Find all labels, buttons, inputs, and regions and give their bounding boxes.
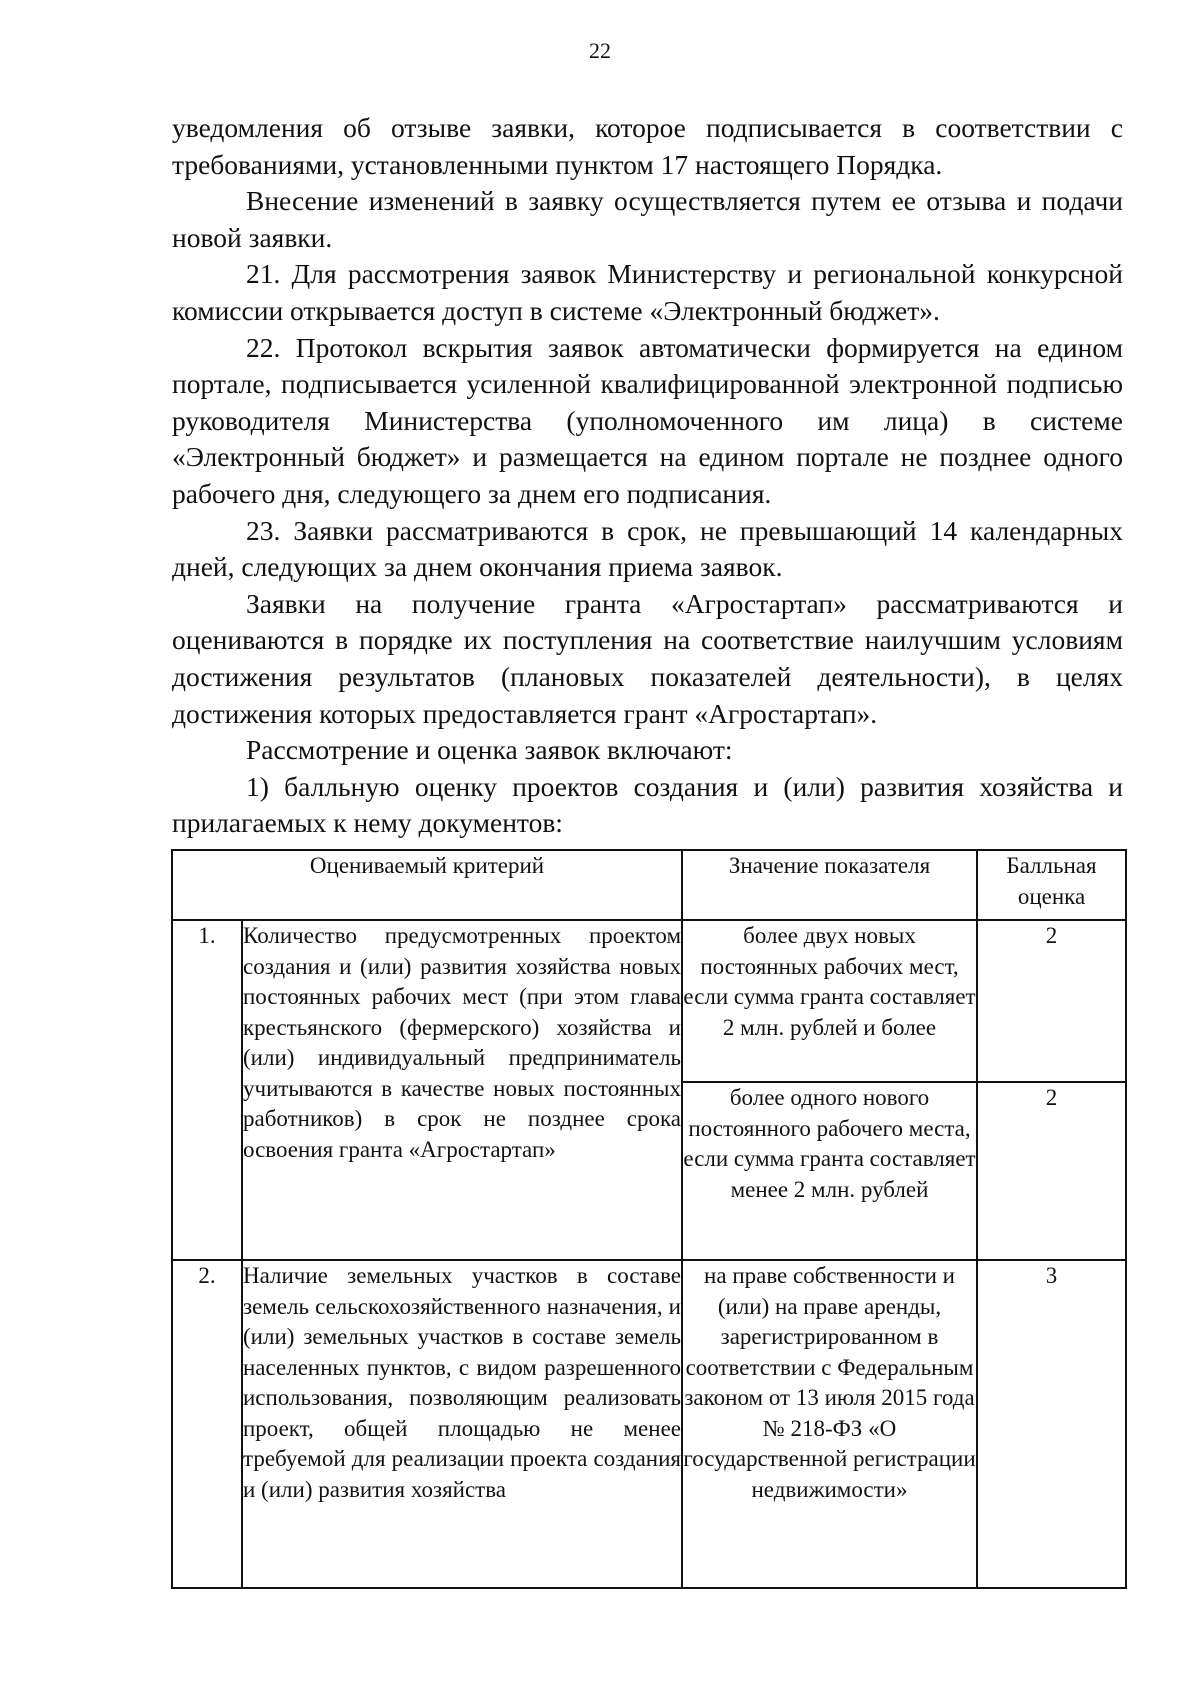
paragraph: 21. Для рассмотрения заявок Министерству и региональной конкурсной комиссии открывается доступ в системе «Электронный бюджет». — [172, 258, 1123, 326]
page-number: 22 — [589, 38, 611, 63]
table-row — [172, 920, 1126, 1082]
paragraph: Заявки на получение гранта «Агростартап» рассматриваются и оцениваются в порядке их поступления на соответствие наилучшим условиям достижения результатов (плановых показателей деятельности), в целях достижения которых предоставляется грант «Агростартап». — [172, 587, 1123, 729]
value-text: более одного нового постоянного рабочего места, если сумма гранта составляет менее 2 млн. рублей — [682, 1082, 977, 1260]
criteria-table — [171, 849, 1127, 1589]
table-row — [172, 1260, 1126, 1588]
header-criterion: Оцениваемый критерий — [172, 850, 682, 920]
paragraph: 23. Заявки рассматриваются в срок, не превышающий 14 календарных дней, следующих за днем окончания приема заявок. — [172, 514, 1123, 583]
score-value: 3 — [977, 1260, 1126, 1588]
paragraph: Внесение изменений в заявку осуществляется путем ее отзыва и подачи новой заявки. — [172, 185, 1123, 253]
criterion-text: Наличие земельных участков в составе земель сельскохозяйственного назначения, и (или) земельных участков в составе земель населенных пунктов, с видом разрешенного использования, позволяющим реализовать проект, общей площадью не менее требуемой для реализации проекта создания и (или) развития хозяйства — [242, 1260, 682, 1588]
table-header-row — [172, 850, 1126, 920]
paragraph: уведомления об отзыве заявки, которое подписывается в соответствии с требованиями, установленными пунктом 17 настоящего Порядка. — [172, 112, 1123, 180]
paragraph: 1) балльную оценку проектов создания и (или) развития хозяйства и прилагаемых к нему документов: — [172, 770, 1123, 839]
row-number: 1. — [172, 920, 242, 1260]
header-value: Значение показателя — [682, 850, 977, 920]
header-score: Балльная оценка — [977, 850, 1126, 920]
value-text: на праве собственности и (или) на праве аренды, зарегистрированном в соответствии с Федеральным законом от 13 июля 2015 года № 218-ФЗ «О государственной регистрации недвижимости» — [682, 1260, 977, 1588]
paragraph: Рассмотрение и оценка заявок включают: — [246, 734, 733, 766]
body-text — [172, 110, 1123, 842]
score-value: 2 — [977, 1082, 1126, 1260]
criterion-text: Количество предусмотренных проектом создания и (или) развития хозяйства новых постоянных рабочих мест (при этом глава крестьянского (фермерского) хозяйства и (или) индивидуальный предприниматель учитываются в качестве новых постоянных работников) в срок не позднее срока освоения гранта «Агростартап» — [242, 920, 682, 1260]
value-text: более двух новых постоянных рабочих мест, если сумма гранта составляет 2 млн. рублей и более — [682, 920, 977, 1082]
paragraph: 22. Протокол вскрытия заявок автоматически формируется на едином портале, подписывается усиленной квалифицированной электронной подписью руководителя Министерства (уполномоченного им лица) в системе «Электронный бюджет» и размещается на едином портале не позднее одного рабочего дня, следующего за днем его подписания. — [172, 331, 1123, 509]
score-value: 2 — [977, 920, 1126, 1082]
row-number: 2. — [172, 1260, 242, 1588]
